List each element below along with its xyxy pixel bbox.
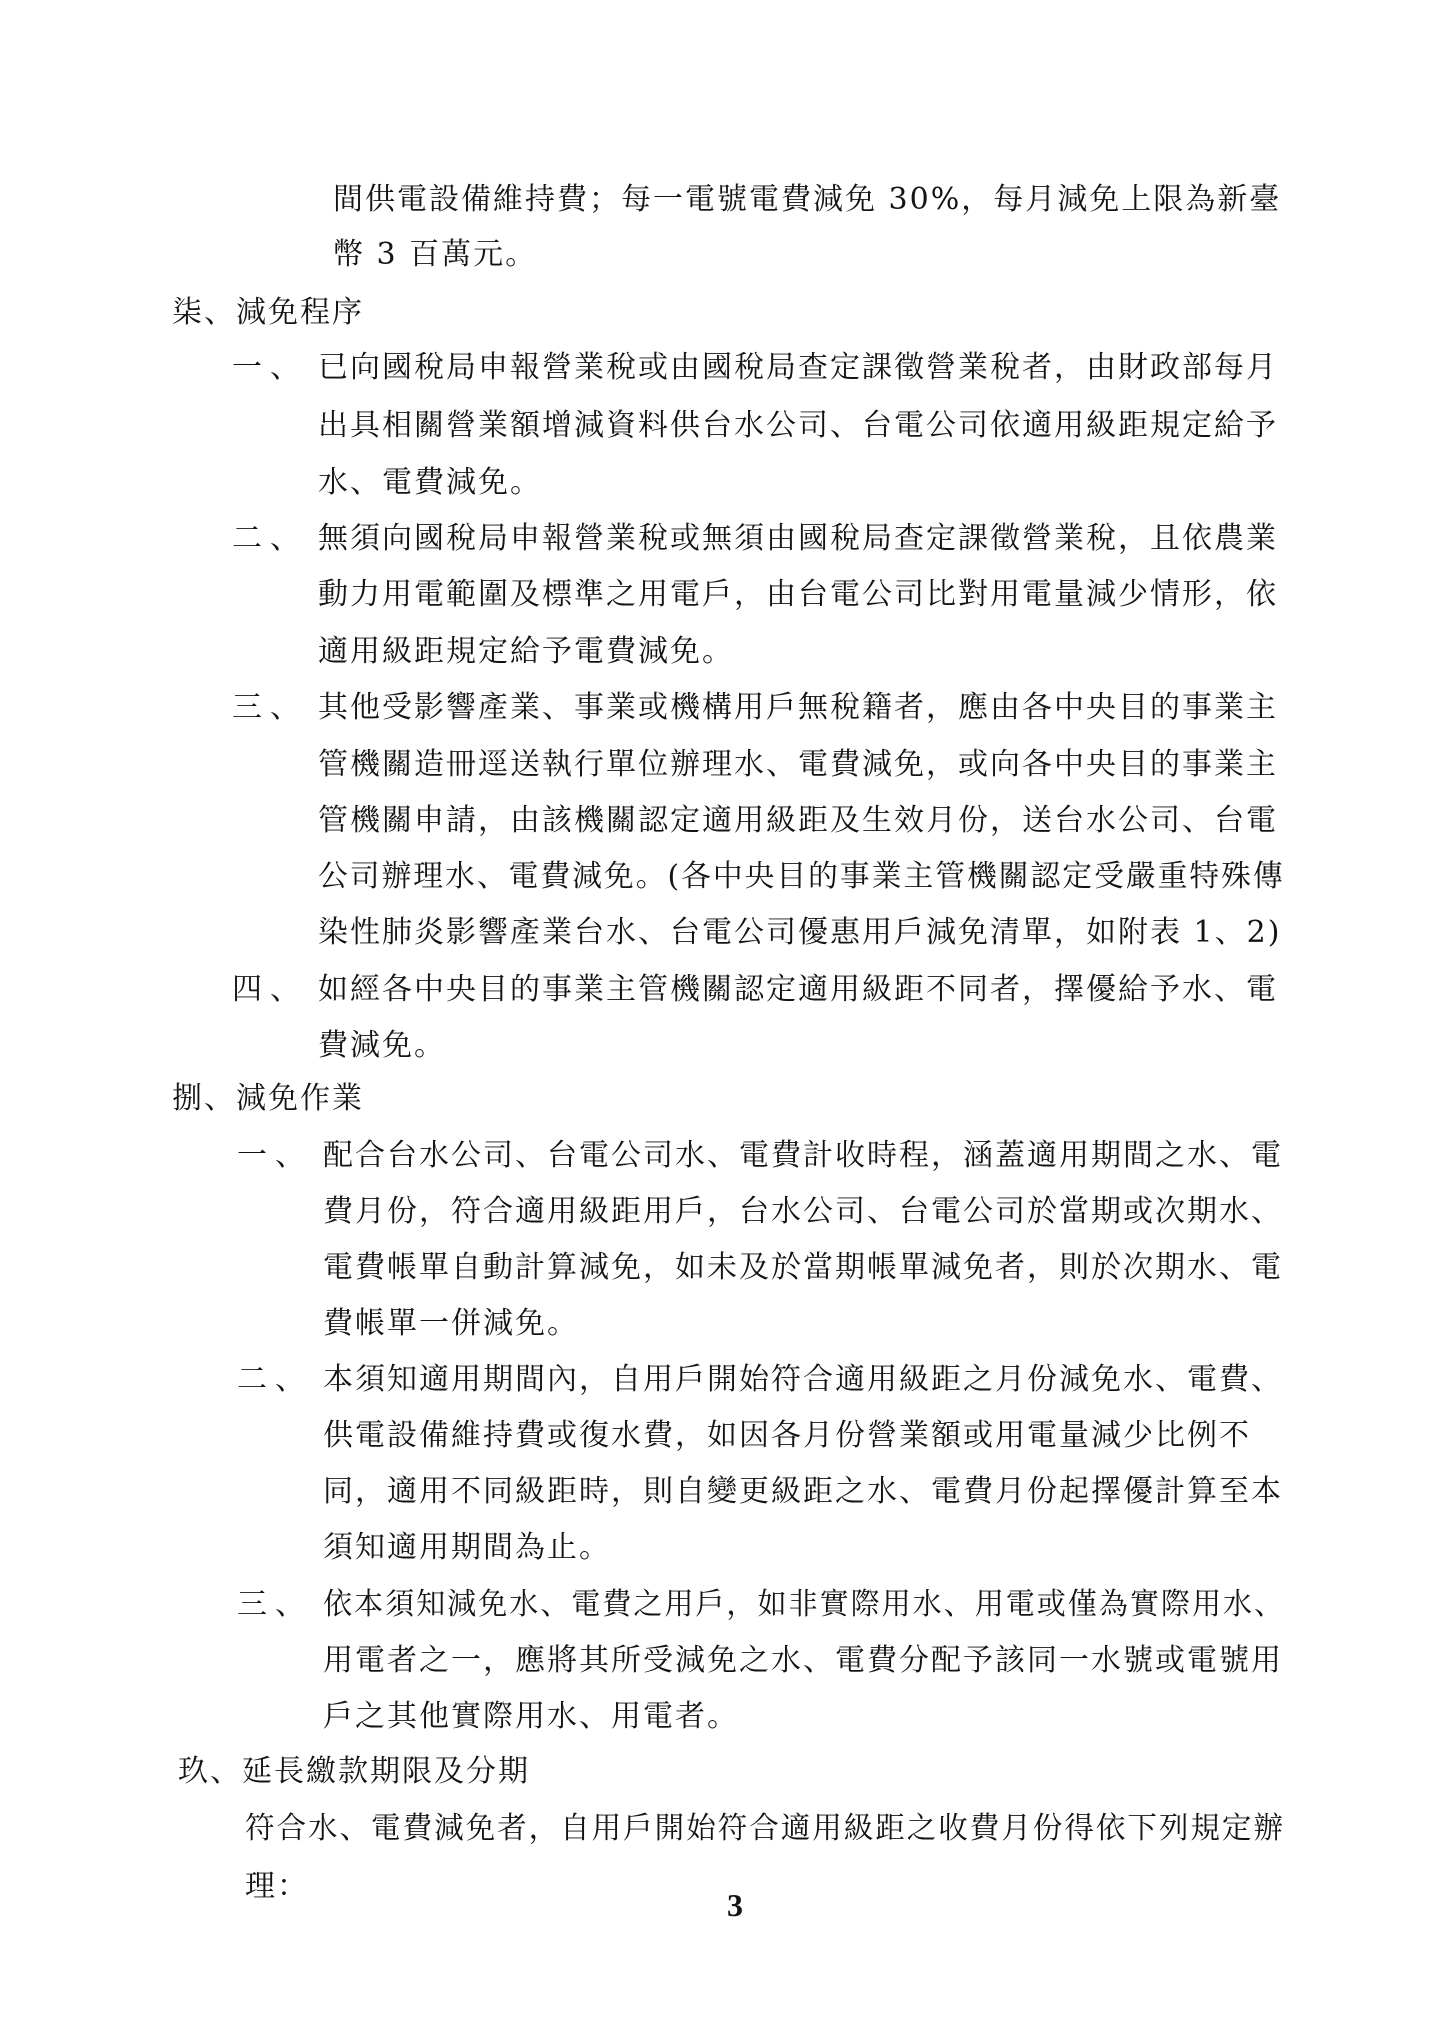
item-number: 一、 (237, 1138, 313, 1173)
text-line: 染性肺炎影響產業台水、台電公司優惠用戶減免清單，如附表 1、2) (318, 915, 1282, 950)
text-line: 如經各中央目的事業主管機關認定適用級距不同者，擇優給予水、電 (318, 972, 1278, 1007)
text-line: 管機關申請，由該機關認定適用級距及生效月份，送台水公司、台電 (318, 803, 1278, 838)
item-number: 二、 (232, 521, 308, 556)
section-heading: 玖、延長繳款期限及分期 (178, 1754, 530, 1789)
text-line: 適用級距規定給予電費減免。 (318, 634, 734, 669)
text-line: 公司辦理水、電費減免。(各中央目的事業主管機關認定受嚴重特殊傳 (318, 859, 1285, 894)
text-line: 同，適用不同級距時，則自變更級距之水、電費月份起擇優計算至本 (323, 1474, 1283, 1509)
text-line: 依本須知減免水、電費之用戶，如非實際用水、用電或僅為實際用水、 (323, 1587, 1286, 1622)
item-number: 二、 (237, 1362, 313, 1397)
text-line: 供電設備維持費或復水費，如因各月份營業額或用電量減少比例不 (323, 1418, 1251, 1453)
text-line: 費帳單一併減免。 (323, 1306, 579, 1341)
text-line: 配合台水公司、台電公司水、電費計收時程，涵蓋適用期間之水、電 (323, 1138, 1283, 1173)
text-line: 其他受影響產業、事業或機構用戶無稅籍者，應由各中央目的事業主 (318, 690, 1278, 725)
text-line: 出具相關營業額增減資料供台水公司、台電公司依適用級距規定給予 (318, 408, 1278, 443)
section-heading: 柒、減免程序 (172, 295, 364, 330)
text-line: 動力用電範圍及標準之用電戶，由台電公司比對用電量減少情形，依 (318, 577, 1278, 612)
item-number: 四、 (232, 972, 308, 1007)
text-line: 電費帳單自動計算減免，如未及於當期帳單減免者，則於次期水、電 (323, 1250, 1283, 1285)
text-line: 須知適用期間為止。 (323, 1530, 611, 1565)
text-line: 已向國稅局申報營業稅或由國稅局查定課徵營業稅者，由財政部每月 (318, 350, 1278, 385)
text-line: 間供電設備維持費；每一電號電費減免 30%，每月減免上限為新臺 (333, 182, 1282, 217)
text-line: 費月份，符合適用級距用戶，台水公司、台電公司於當期或次期水、 (323, 1194, 1283, 1229)
text-line: 理： (245, 1869, 309, 1904)
text-line: 水、電費減免。 (318, 465, 542, 500)
item-number: 三、 (237, 1587, 313, 1622)
text-line: 用電者之一，應將其所受減免之水、電費分配予該同一水號或電號用 (323, 1643, 1283, 1678)
text-line: 戶之其他實際用水、用電者。 (323, 1699, 739, 1734)
text-line: 管機關造冊逕送執行單位辦理水、電費減免，或向各中央目的事業主 (318, 747, 1278, 782)
page-number: 3 (727, 1887, 743, 1923)
text-line: 無須向國稅局申報營業稅或無須由國稅局查定課徵營業稅，且依農業 (318, 521, 1278, 556)
text-line: 本須知適用期間內，自用戶開始符合適用級距之月份減免水、電費、 (323, 1362, 1283, 1397)
text-line: 幣 3 百萬元。 (333, 237, 538, 272)
item-number: 三、 (232, 690, 308, 725)
text-line: 符合水、電費減免者，自用戶開始符合適用級距之收費月份得依下列規定辦 (245, 1811, 1285, 1846)
text-line: 費減免。 (318, 1028, 446, 1063)
item-number: 一、 (232, 350, 308, 385)
section-heading: 捌、減免作業 (172, 1081, 364, 1116)
